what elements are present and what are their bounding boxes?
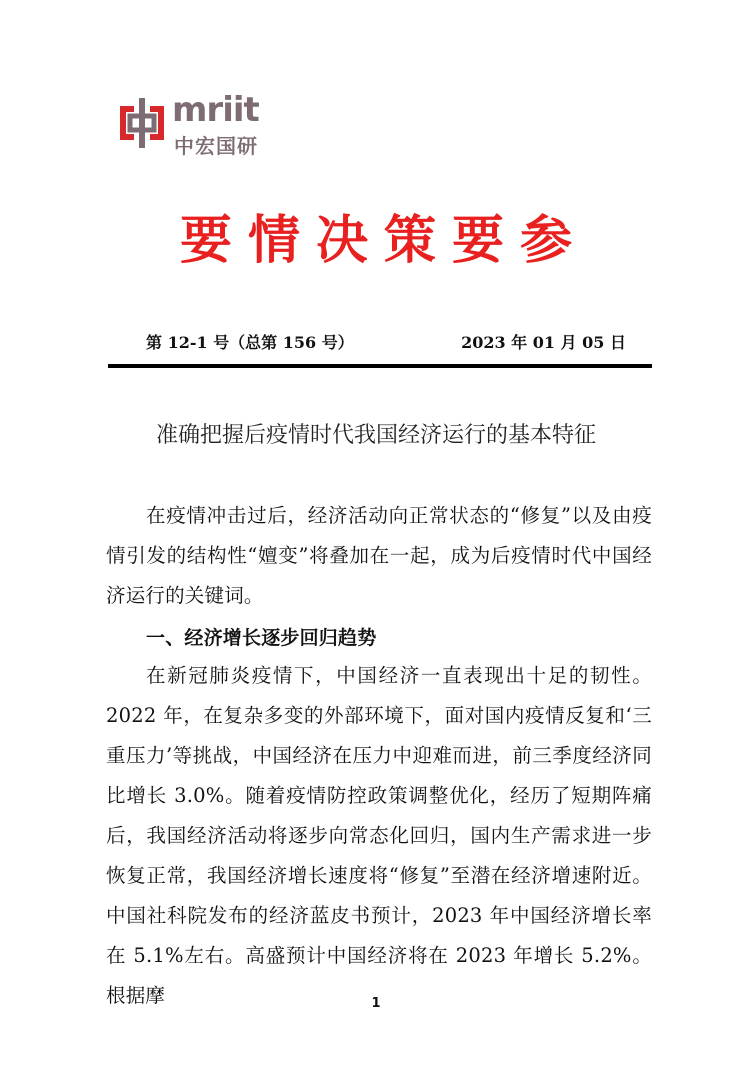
page-number: 1: [371, 996, 381, 1011]
section-heading: 一、经济增长逐步回归趋势: [146, 627, 377, 649]
section-paragraph: 在新冠肺炎疫情下，中国经济一直表现出十足的韧性。2022 年，在复杂多变的外部环境下，面对国内疫情反复和‘三重压力’等挑战，中国经济在压力中迎难而进，前三季度经济同比增长 3.0%。随着疫情防控政策调整优化，经历了短期阵痛后，我国经济活动将逐步向常态化回归，国内生产需求进一步恢复正常，我国经济增长速度将“修复”至潜在经济增速附近。中国社科院发布的经济蓝皮书预计，2023 年中国经济增长率在 5.1%左右。高盛预计中国经济将在 2023 年增长 5.2%。根据摩: [106, 664, 652, 1007]
issue-number: 第 12-1 号（总第 156 号）: [146, 333, 354, 352]
issue-info: [146, 330, 626, 354]
logo-english-text: mriit: [172, 90, 259, 130]
mriit-logo-icon: [120, 98, 164, 148]
masthead-title: 要情决策要参: [179, 211, 588, 271]
article-title: 准确把握后疫情时代我国经济运行的基本特征: [155, 423, 596, 448]
header-divider: [108, 364, 652, 368]
logo-chinese-text: 中宏国研: [174, 134, 258, 158]
intro-paragraph: 在疫情冲击过后，经济活动向正常状态的“修复”以及由疫情引发的结构性“嬗变”将叠加在一起，成为后疫情时代中国经济运行的关键词。: [106, 504, 652, 607]
logo: [106, 88, 276, 158]
issue-date: 2023 年 01 月 05 日: [461, 333, 626, 352]
